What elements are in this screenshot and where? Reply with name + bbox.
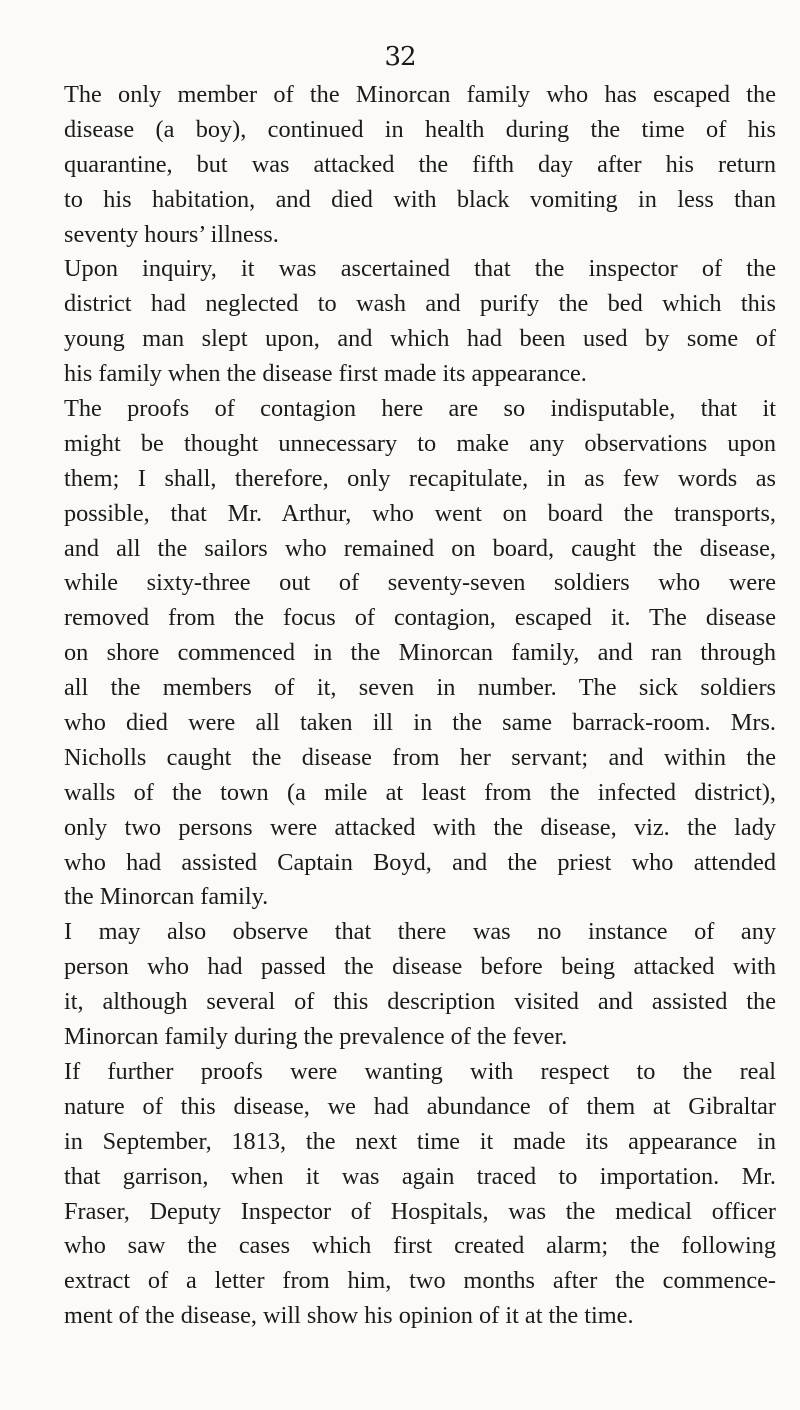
text-line: who died were all taken ill in the same barrack-room. Mrs. — [64, 709, 776, 737]
paragraph — [64, 915, 776, 1055]
text-line: young man slept upon, and which had been used by some of — [64, 325, 776, 353]
paragraph — [64, 252, 776, 392]
body-text — [64, 78, 776, 1334]
text-line: I may also observe that there was no instance of any — [64, 918, 776, 946]
text-line: to his habitation, and died with black vomiting in less than — [64, 185, 776, 213]
text-line: extract of a letter from him, two months after the commence- — [64, 1267, 776, 1295]
paragraph — [64, 78, 776, 252]
page-number: 32 — [384, 42, 416, 72]
text-line: Fraser, Deputy Inspector of Hospitals, was the medical officer — [64, 1197, 776, 1225]
text-line: quarantine, but was attacked the fifth day after his return — [64, 150, 776, 178]
text-line: walls of the town (a mile at least from the infected district), — [64, 778, 776, 806]
text-line: them; I shall, therefore, only recapitulate, in as few words as — [64, 464, 776, 492]
text-line: person who had passed the disease before being attacked with — [64, 953, 776, 981]
paragraph — [64, 1055, 776, 1334]
text-line: only two persons were attacked with the disease, viz. the lady — [64, 813, 776, 841]
text-line: If further proofs were wanting with respect to the real — [64, 1057, 776, 1085]
text-line: on shore commenced in the Minorcan family, and ran through — [64, 639, 776, 667]
text-line: The proofs of contagion here are so indisputable, that it — [64, 395, 776, 423]
text-line: it, although several of this description visited and assisted the — [64, 988, 776, 1016]
text-line: district had neglected to wash and purify the bed which this — [64, 290, 776, 318]
text-line: nature of this disease, we had abundance of them at Gibraltar — [64, 1092, 776, 1120]
text-line: ment of the disease, will show his opinion of it at the time. — [64, 1302, 634, 1330]
text-line: Minorcan family during the prevalence of the fever. — [64, 1023, 568, 1051]
text-line: while sixty-three out of seventy-seven soldiers who were — [64, 569, 776, 597]
text-line: disease (a boy), continued in health during the time of his — [64, 115, 776, 143]
text-line: seventy hours’ illness. — [64, 220, 279, 248]
text-line: who saw the cases which first created alarm; the following — [64, 1232, 776, 1260]
text-line: might be thought unnecessary to make any observations upon — [64, 429, 776, 457]
text-line: his family when the disease first made its appearance. — [64, 360, 587, 388]
paragraph — [64, 392, 776, 915]
text-line: all the members of it, seven in number. The sick soldiers — [64, 674, 776, 702]
text-line: in September, 1813, the next time it made its appearance in — [64, 1127, 776, 1155]
text-line: Upon inquiry, it was ascertained that the inspector of the — [64, 255, 776, 283]
text-line: possible, that Mr. Arthur, who went on board the transports, — [64, 499, 776, 527]
text-line: The only member of the Minorcan family who has escaped the — [64, 81, 776, 108]
text-line: and all the sailors who remained on board, caught the disease, — [64, 534, 776, 562]
text-line: who had assisted Captain Boyd, and the priest who attended — [64, 848, 776, 876]
text-line: Nicholls caught the disease from her servant; and within the — [64, 743, 776, 771]
text-line: removed from the focus of contagion, escaped it. The disease — [64, 604, 776, 632]
text-line: the Minorcan family. — [64, 883, 269, 911]
text-line: that garrison, when it was again traced to importation. Mr. — [64, 1162, 776, 1190]
